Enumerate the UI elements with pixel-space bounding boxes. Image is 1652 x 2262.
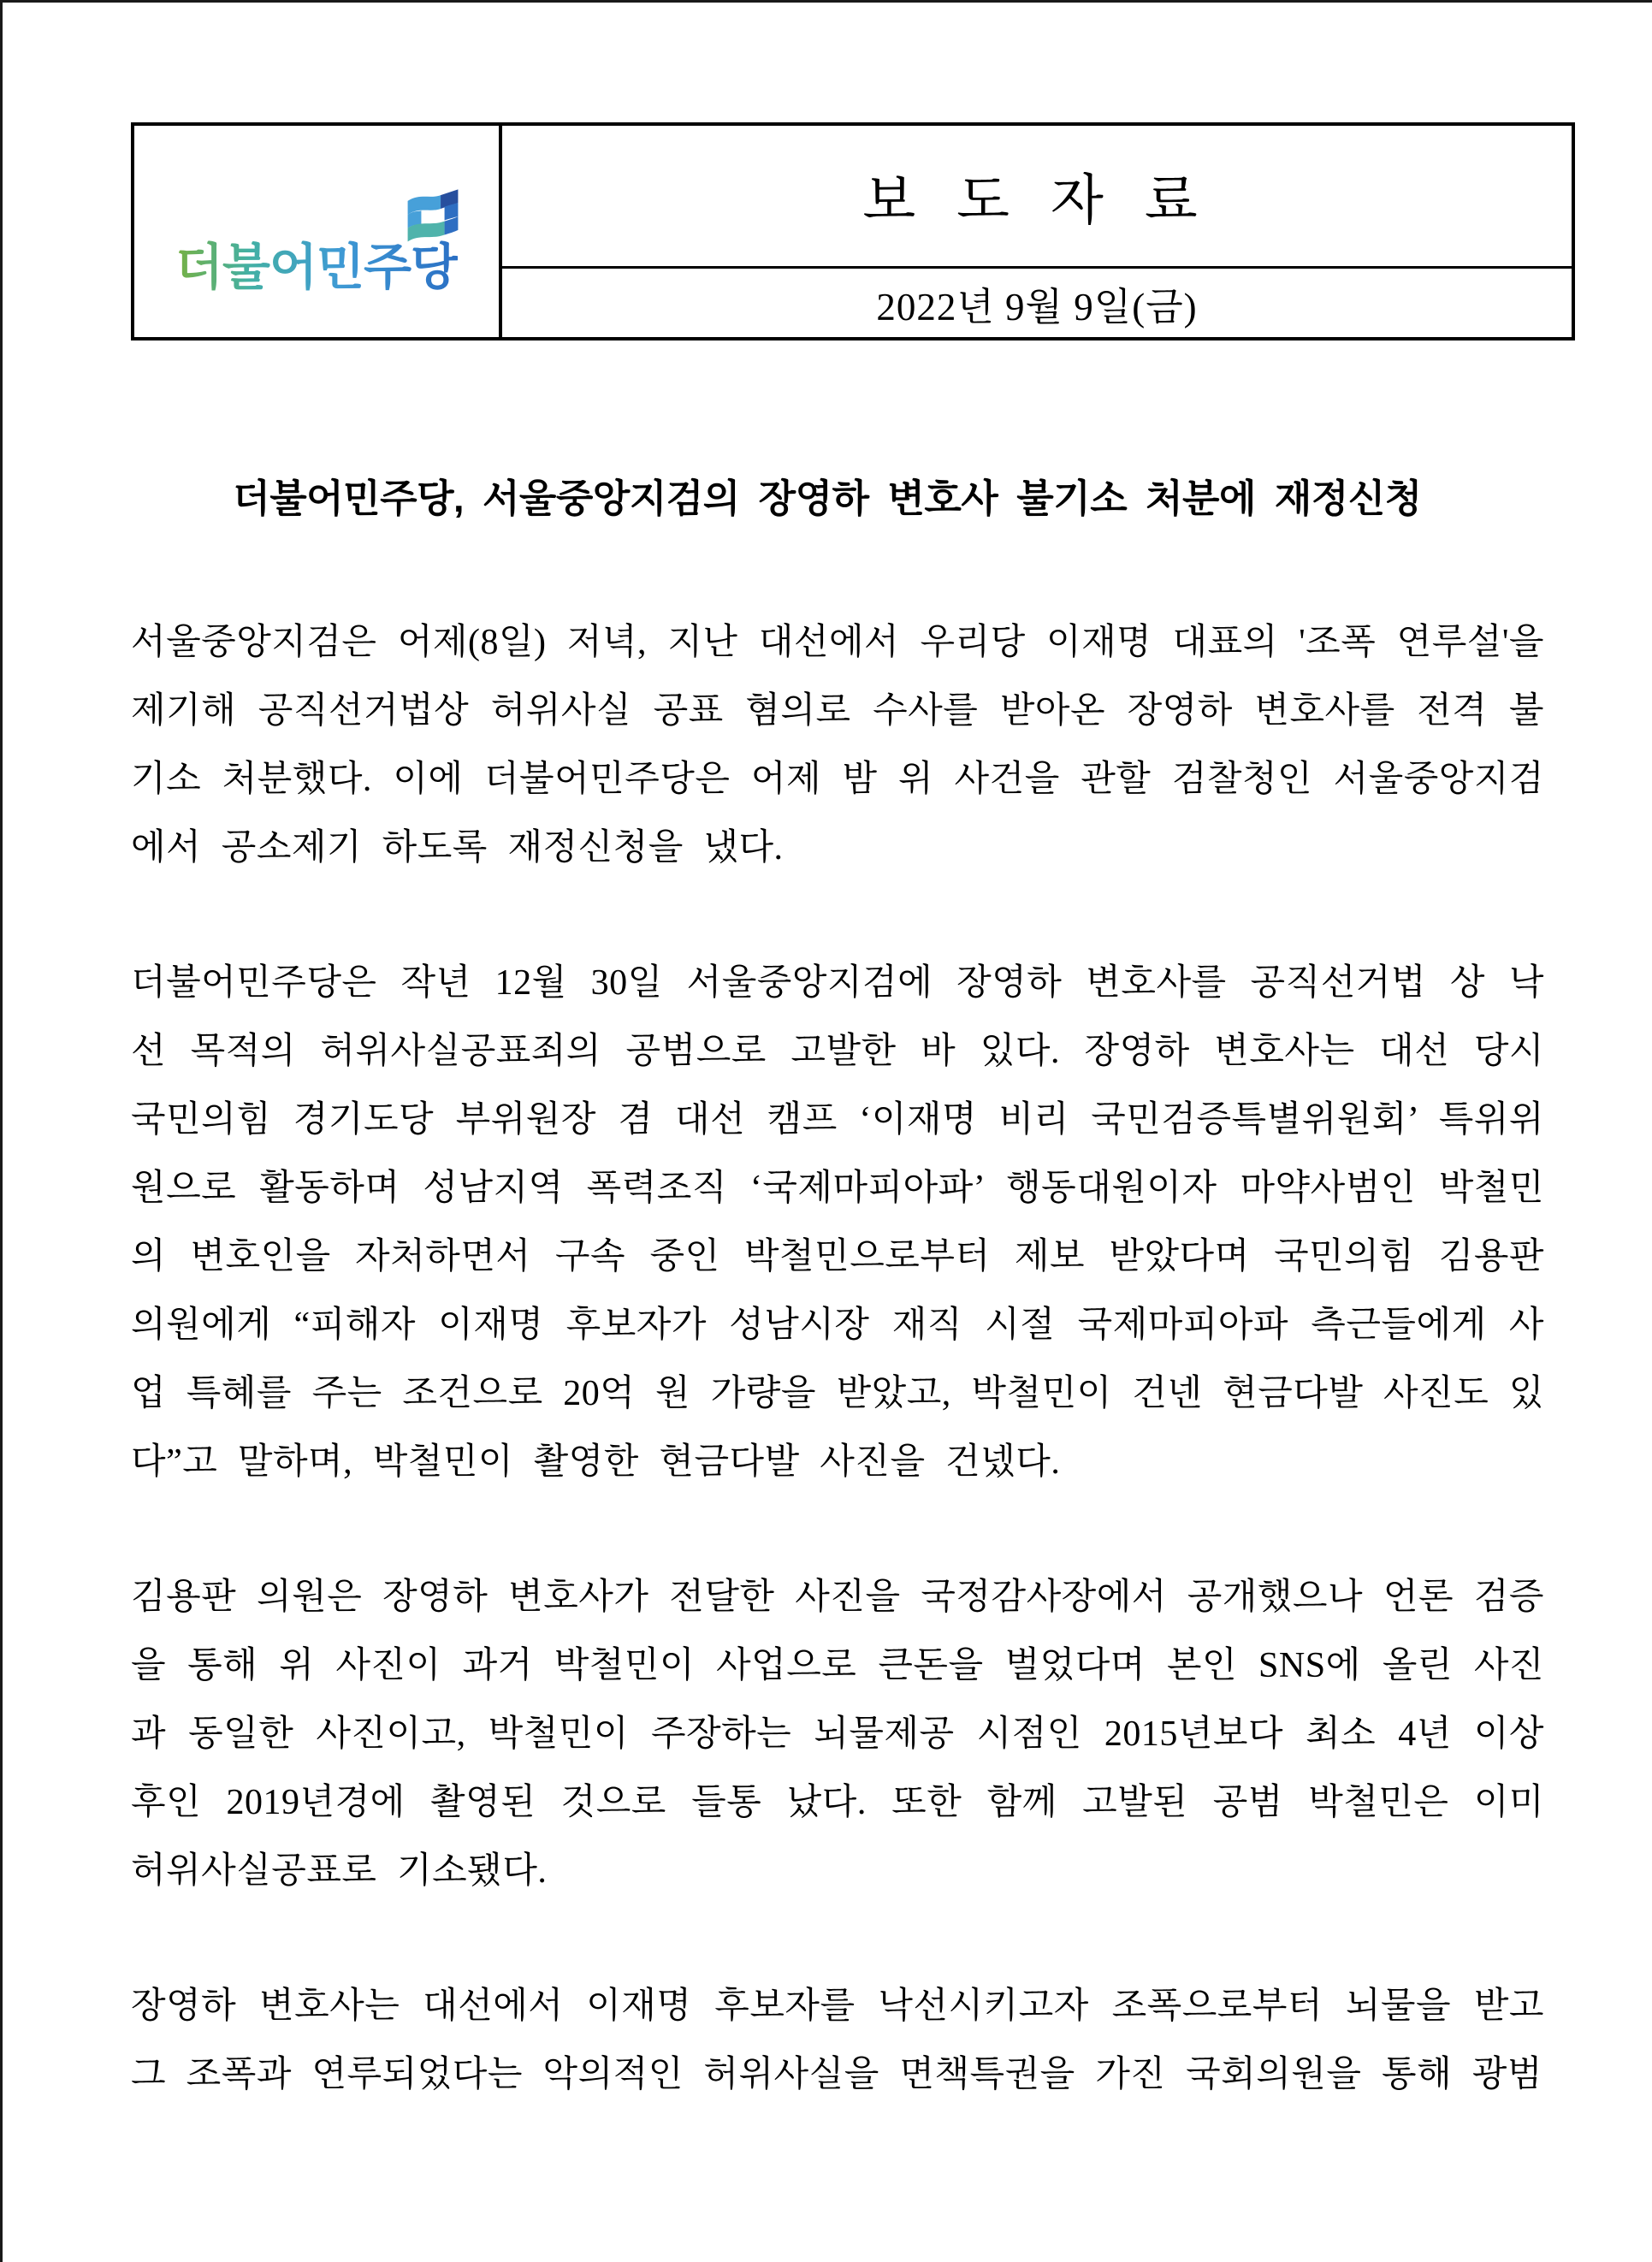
party-logo (175, 240, 459, 295)
body-paragraph-1: 서울중앙지검은 어제(8일) 저녁, 지난 대선에서 우리당 이재명 대표의 '조폭 연루설'을 제기해 공직선거법상 허위사실 공표 혐의로 수사를 받아온 장영하 변호사를 전격 불기소 처분했다. 이에 더불어민주당은 어제 밤 위 사건을 관할 검찰청인 서울중앙지검에서 공소제기 하도록 재정신청을 냈다. (131, 623, 1544, 867)
press-release-date-row (502, 266, 1572, 337)
header-table (131, 122, 1575, 340)
body-paragraph-4: 장영하 변호사는 대선에서 이재명 후보자를 낙선시키고자 조폭으로부터 뇌물을 받고 그 조폭과 연루되었다는 악의적인 허위사실을 면책특권을 가진 국회의원을 통해 광범 (131, 1987, 1544, 2094)
party-flag-icon (396, 180, 470, 253)
body-paragraph-3: 김용판 의원은 장영하 변호사가 전달한 사진을 국정감사장에서 공개했으나 언론 검증을 통해 위 사진이 과거 박철민이 사업으로 큰돈을 벌었다며 본인 SNS에 올린 사진과 동일한 사진이고, 박철민이 주장하는 뇌물제공 시점인 2015년보다 최소 4년 이상 후인 2019년경에 촬영된 것으로 들통 났다. 또한 함께 고발된 공범 박철민은 이미 허위사실공표로 기소됐다. (131, 1578, 1544, 1891)
press-release-title: 보 도 자 료 (862, 170, 1211, 231)
document-title: 더불어민주당, 서울중앙지검의 장영하 변호사 불기소 처분에 재정신청 (233, 477, 1422, 520)
header-right-cell (502, 126, 1572, 337)
party-logo-text: 더불어민주당 (175, 240, 459, 295)
party-logo-cell (134, 126, 502, 337)
press-release-title-row (502, 126, 1572, 266)
press-release-date: 2022년 9월 9일(금) (876, 285, 1198, 329)
body-paragraph-2: 더불어민주당은 작년 12월 30일 서울중앙지검에 장영하 변호사를 공직선거법 상 낙선 목적의 허위사실공표죄의 공범으로 고발한 바 있다. 장영하 변호사는 대선 당시 국민의힘 경기도당 부위원장 겸 대선 캠프 ‘이재명 비리 국민검증특별위원회’ 특위위원으로 활동하며 성남지역 폭력조직 ‘국제마피아파’ 행동대원이자 마약사범인 박철민의 변호인을 자처하면서 구속 중인 박철민으로부터 제보 받았다며 국민의힘 김용판 의원에게 “피해자 이재명 후보자가 성남시장 재직 시절 국제마피아파 측근들에게 사업 특혜를 주는 조건으로 20억 원 가량을 받았고, 박철민이 건넨 현금다발 사진도 있다”고 말하며, 박철민이 촬영한 현금다발 사진을 건넸다. (131, 963, 1544, 1482)
document-body (131, 608, 1544, 2109)
